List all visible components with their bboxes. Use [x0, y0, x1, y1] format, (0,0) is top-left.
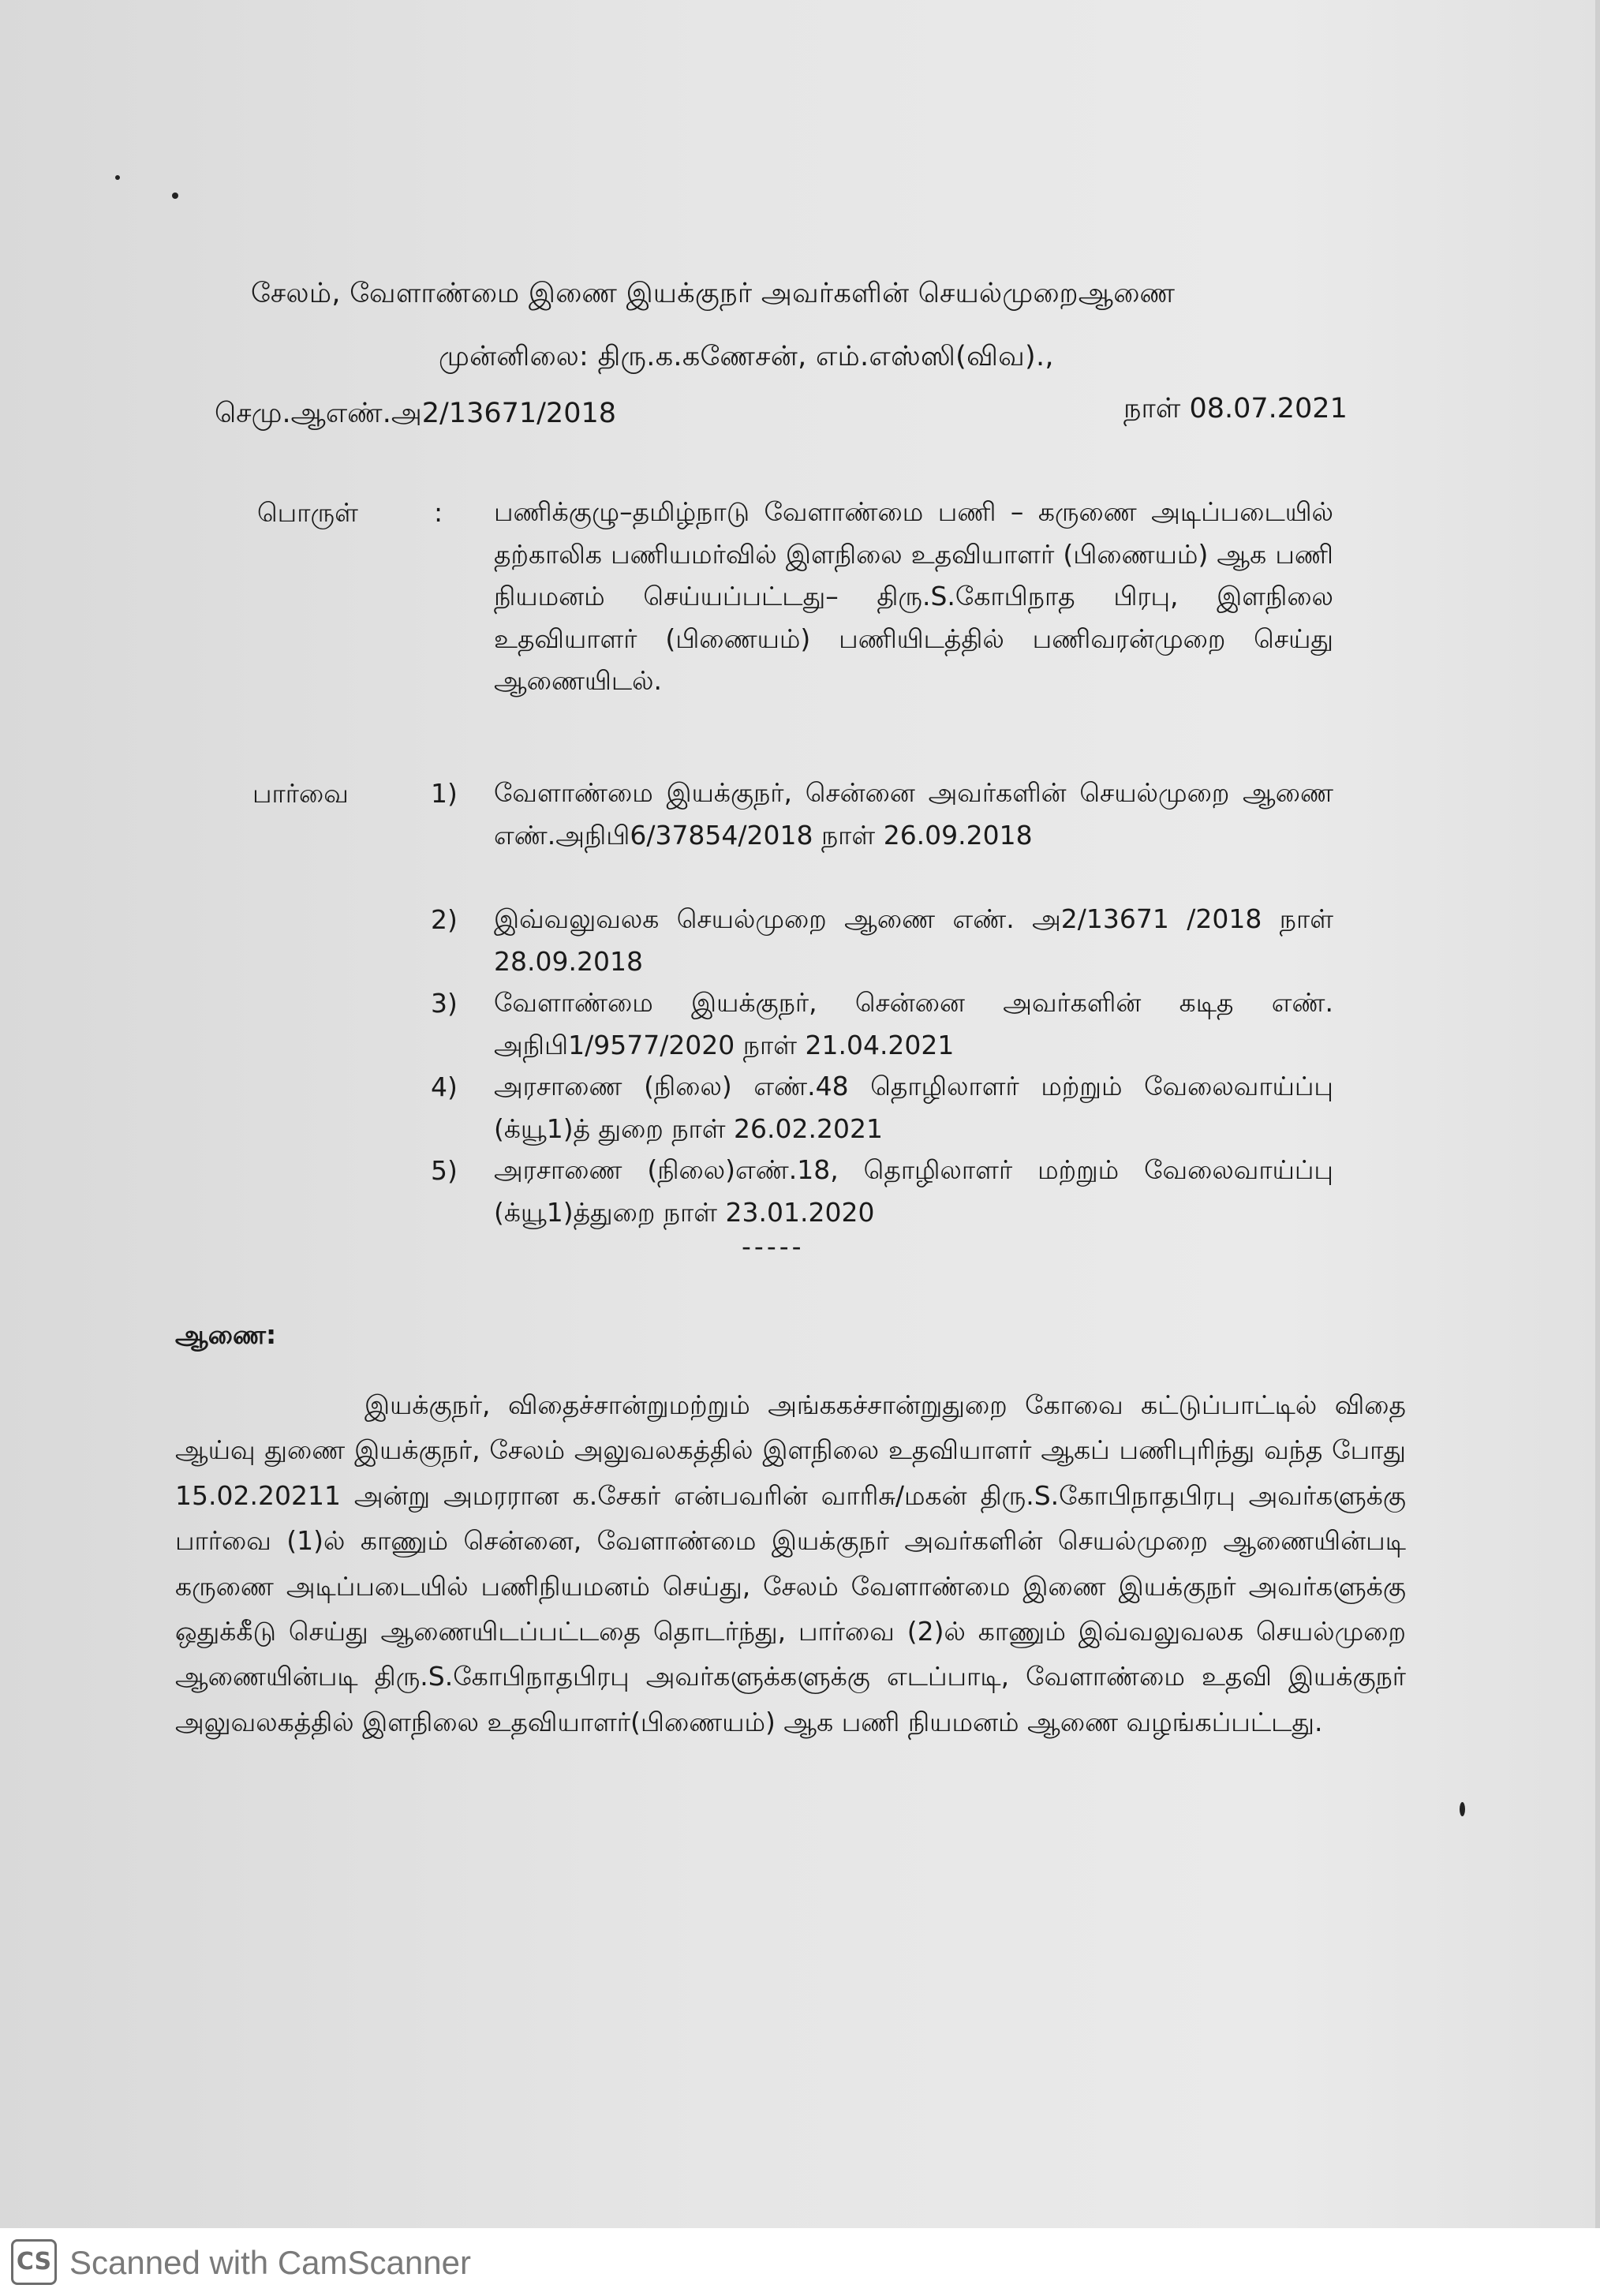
reference-number: செமு.ஆஎண்.அ2/13671/2018 — [215, 398, 617, 429]
reference-number-2: 2) — [431, 904, 458, 935]
reference-item-4: அரசாணை (நிலை) எண்.48 தொழிலாளர் மற்றும் வேலைவாய்ப்பு (க்யூ1)த் துறை நாள் 26.02.2021 — [494, 1071, 1333, 1144]
reference-item-3: வேளாண்மை இயக்குநர், சென்னை அவர்களின் கடித எண். அநிபி1/9577/2020 நாள் 21.04.2021 — [494, 987, 1333, 1060]
camscanner-logo-icon: CS — [11, 2239, 57, 2285]
subject-text: பணிக்குழு–தமிழ்நாடு வேளாண்மை பணி – கருணை அடிப்படையில் தற்காலிக பணியமர்வில் இளநிலை உதவியாளர் (பிணையம்) ஆக பணி நியமனம் செய்யப்பட்டது– திரு.S.கோபிநாத பிரபு, இளநிலை உதவியாளர் (பிணையம்) பணியிடத்தில் பணிவரன்முறை செய்து ஆணையிடல். — [494, 496, 1333, 696]
subject-label: பொருள் — [257, 497, 358, 528]
references-label: பார்வை — [252, 778, 349, 809]
reference-item-5: அரசாணை (நிலை)எண்.18, தொழிலாளர் மற்றும் வேலைவாய்ப்பு (க்யூ1)த்துறை நாள் 23.01.2020 — [494, 1154, 1333, 1228]
order-date: நாள் 08.07.2021 — [1123, 393, 1348, 424]
reference-number-4: 4) — [431, 1071, 458, 1102]
document-title: சேலம், வேளாண்மை இணை இயக்குநர் அவர்களின் செயல்முறைஆணை — [251, 278, 1176, 309]
scan-speck — [172, 193, 178, 199]
reference-number-3: 3) — [431, 988, 458, 1019]
reference-item-1: வேளாண்மை இயக்குநர், சென்னை அவர்களின் செயல்முறை ஆணை எண்.அநிபி6/37854/2018 நாள் 26.09.2018 — [494, 777, 1333, 851]
presence-line: முன்னிலை: திரு.க.கணேசன், எம்.எஸ்ஸி(விவ)., — [439, 341, 1054, 372]
subject-colon: : — [434, 497, 443, 528]
scan-speck — [115, 175, 120, 180]
scanner-watermark — [0, 2228, 1600, 2296]
order-paragraph: இயக்குநர், விதைச்சான்றுமற்றும் அங்ககச்சான்றுதுறை கோவை கட்டுப்பாட்டில் விதை ஆய்வு துணை இயக்குநர், சேலம் அலுவலகத்தில் இளநிலை உதவியாளர் ஆகப் பணிபுரிந்து வந்த போது 15.02.20211 அன்று அமரரான க.சேகர் என்பவரின் வாரிசு/மகன் திரு.S.கோபிநாதபிரபு அவர்களுக்கு பார்வை (1)ல் காணும் சென்னை, வேளாண்மை இயக்குநர் அவர்களின் செயல்முறை ஆணையின்படி கருணை அடிப்படையில் பணிநியமனம் செய்து, சேலம் வேளாண்மை இணை இயக்குநர் அவர்களுக்கு ஒதுக்கீடு செய்து ஆணையிடப்பட்டதை தொடர்ந்து, பார்வை (2)ல் காணும் இவ்வலுவலக செயல்முறை ஆணையின்படி திரு.S.கோபிநாதபிரபு அவர்களுக்களுக்கு எடப்பாடி, வேளாண்மை உதவி இயக்குநர் அலுவலகத்தில் இளநிலை உதவியாளர்(பிணையம்) ஆக பணி நியமனம் ஆணை வழங்கப்பட்டது. — [175, 1389, 1406, 1737]
scan-speck — [1460, 1802, 1465, 1816]
reference-number-1: 1) — [431, 778, 458, 809]
reference-item-2: இவ்வலுவலக செயல்முறை ஆணை எண். அ2/13671 /2018 நாள் 28.09.2018 — [494, 903, 1333, 977]
camscanner-text: Scanned with CamScanner — [69, 2244, 471, 2281]
reference-number-5: 5) — [431, 1155, 458, 1186]
section-separator: ----- — [742, 1231, 805, 1262]
order-label: ஆணை: — [175, 1319, 277, 1350]
